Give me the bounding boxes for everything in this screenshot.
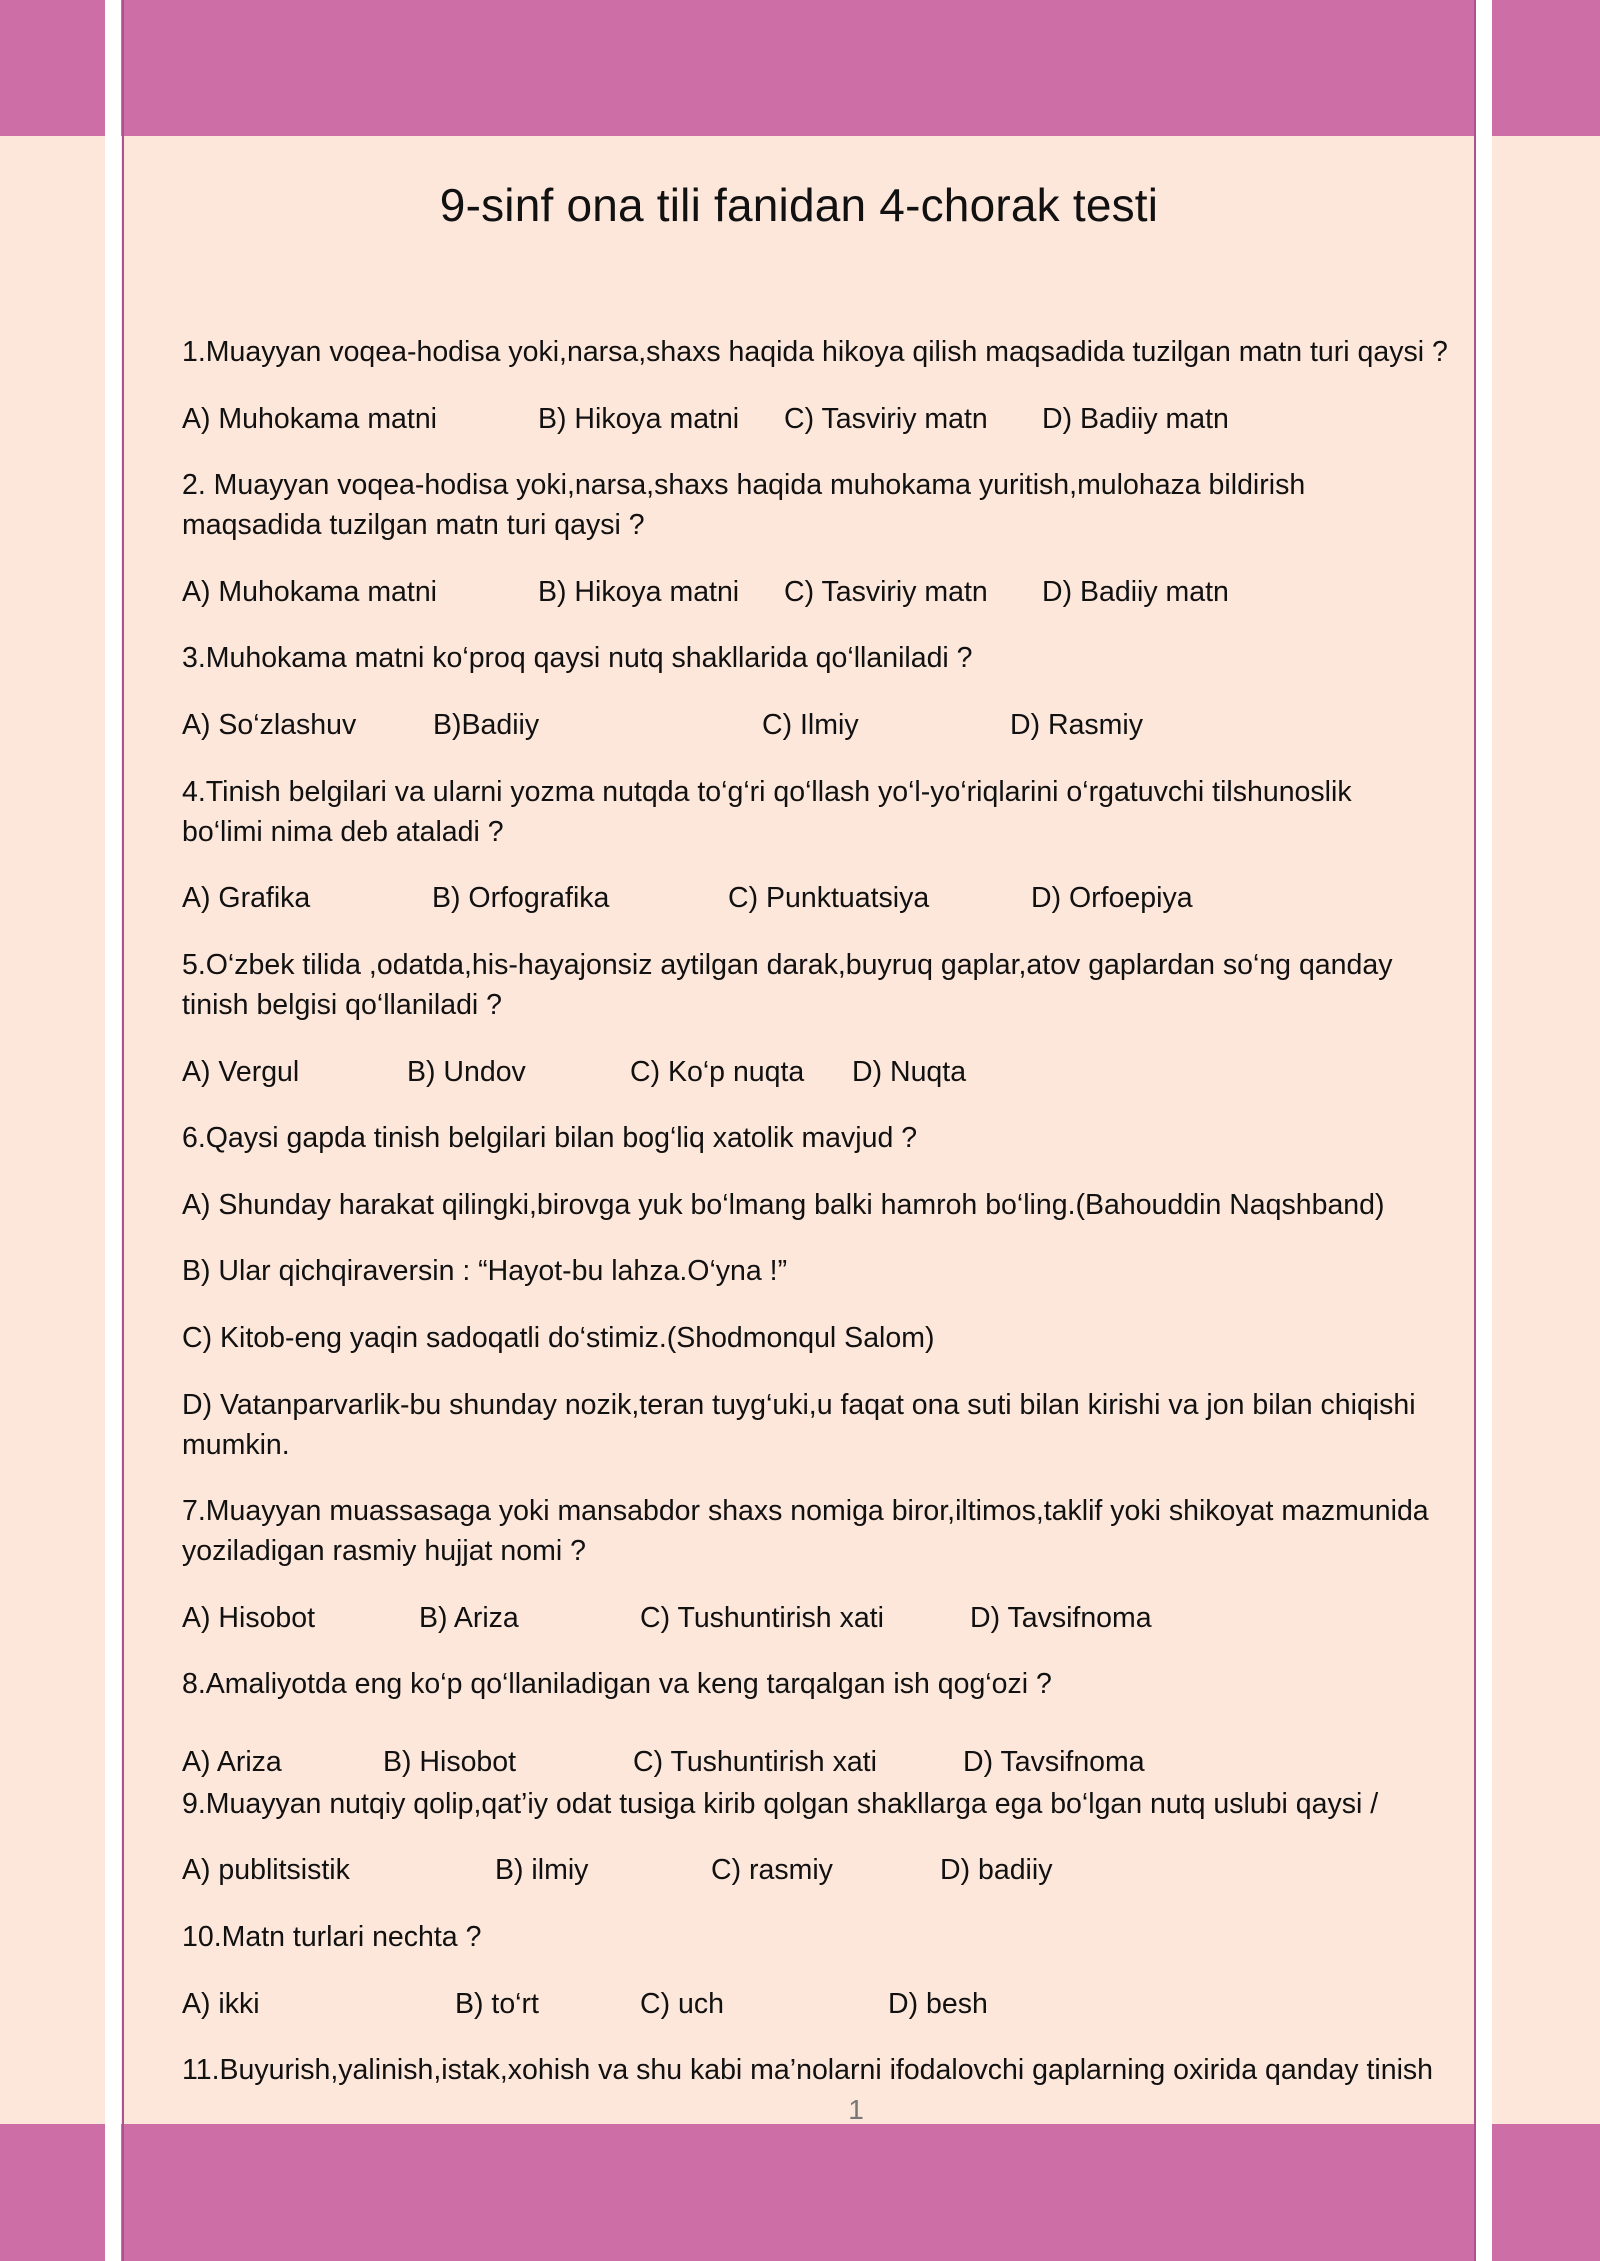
question-4-option-c: C) Punktuatsiya — [728, 882, 930, 914]
question-8-option-a: A) Ariza — [182, 1746, 282, 1778]
question-1-text: 1.Muayyan voqea-hodisa yoki,narsa,shaxs haqida hikoya qilish maqsadida tuzilgan matn turi qaysi ? — [182, 336, 1448, 368]
question-3-option-b: B)Badiiy — [433, 709, 540, 741]
question-3-option-c: C) Ilmiy — [762, 709, 859, 741]
question-7-text-cont: yoziladigan rasmiy hujjat nomi ? — [182, 1535, 586, 1567]
question-2-option-b: B) Hikoya matni — [538, 576, 740, 608]
page-title: 9-sinf ona tili fanidan 4-chorak testi — [439, 179, 1159, 231]
question-4-option-d: D) Orfoepiya — [1031, 882, 1193, 914]
question-7-option-b: B) Ariza — [419, 1602, 519, 1634]
question-6-answer-c: C) Kitob-eng yaqin sadoqatli do‘stimiz.(Shodmonqul Salom) — [182, 1322, 935, 1354]
question-7-option-a: A) Hisobot — [182, 1602, 316, 1634]
question-10-option-a: A) ikki — [182, 1988, 260, 2020]
question-2-option-c: C) Tasviriy matn — [784, 576, 988, 608]
question-9-option-c: C) rasmiy — [711, 1854, 833, 1886]
question-8-option-c: C) Tushuntirish xati — [633, 1746, 877, 1778]
bottom-decorative-band — [0, 2124, 1600, 2261]
question-9-option-a: A) publitsistik — [182, 1854, 350, 1886]
question-4-text: 4.Tinish belgilari va ularni yozma nutqda to‘g‘ri qo‘llash yo‘l-yo‘riqlarini o‘rgatuvchi tilshunoslik — [182, 776, 1352, 808]
question-6-answer-b: B) Ular qichqiraversin : “Hayot-bu lahza.O‘yna !” — [182, 1255, 788, 1287]
question-6-answer-d: D) Vatanparvarlik-bu shunday nozik,teran tuyg‘uki,u faqat ona suti bilan kirishi va jon bilan chiqishi — [182, 1389, 1416, 1421]
question-3-option-d: D) Rasmiy — [1010, 709, 1143, 741]
question-4-option-b: B) Orfografika — [432, 882, 610, 914]
question-6-text: 6.Qaysi gapda tinish belgilari bilan bog‘liq xatolik mavjud ? — [182, 1122, 918, 1154]
question-8-option-b: B) Hisobot — [383, 1746, 517, 1778]
question-9-option-d: D) badiiy — [940, 1854, 1053, 1886]
question-7-option-d: D) Tavsifnoma — [970, 1602, 1152, 1634]
question-9-text: 9.Muayyan nutqiy qolip,qat’iy odat tusiga kirib qolgan shakllarga ega bo‘lgan nutq uslubi qaysi / — [182, 1788, 1379, 1820]
question-1-option-a: A) Muhokama matni — [182, 403, 438, 435]
question-3-option-a: A) So‘zlashuv — [182, 709, 357, 741]
question-6-answer-a: A) Shunday harakat qilingki,birovga yuk bo‘lmang balki hamroh bo‘ling.(Bahouddin Naqshband) — [182, 1189, 1385, 1221]
question-1-option-c: C) Tasviriy matn — [784, 403, 988, 435]
question-3-text: 3.Muhokama matni ko‘proq qaysi nutq shakllarida qo‘llaniladi ? — [182, 642, 973, 674]
question-2-option-a: A) Muhokama matni — [182, 576, 438, 608]
question-7-text: 7.Muayyan muassasaga yoki mansabdor shaxs nomiga biror,iltimos,taklif yoki shikoyat mazmunida — [182, 1495, 1429, 1527]
question-2-option-d: D) Badiiy matn — [1042, 576, 1229, 608]
question-1-option-d: D) Badiiy matn — [1042, 403, 1229, 435]
question-1-option-b: B) Hikoya matni — [538, 403, 740, 435]
question-2-text: 2. Muayyan voqea-hodisa yoki,narsa,shaxs haqida muhokama yuritish,mulohaza bildirish — [182, 469, 1306, 501]
question-10-option-b: B) to‘rt — [455, 1988, 539, 2020]
page-number: 1 — [848, 2094, 864, 2125]
question-5-option-b: B) Undov — [407, 1056, 526, 1088]
question-4-option-a: A) Grafika — [182, 882, 311, 914]
question-8-option-d: D) Tavsifnoma — [963, 1746, 1145, 1778]
question-7-option-c: C) Tushuntirish xati — [640, 1602, 884, 1634]
question-5-option-c: C) Ko‘p nuqta — [630, 1056, 805, 1088]
question-5-text-cont: tinish belgisi qo‘llaniladi ? — [182, 989, 503, 1021]
question-10-option-c: C) uch — [640, 1988, 724, 2020]
question-6-answer-d-cont: mumkin. — [182, 1429, 290, 1461]
question-11-text: 11.Buyurish,yalinish,istak,xohish va shu kabi ma’nolarni ifodalovchi gaplarning oxirida qanday tinish — [182, 2054, 1434, 2086]
question-5-option-a: A) Vergul — [182, 1056, 300, 1088]
question-5-text: 5.O‘zbek tilida ,odatda,his-hayajonsiz aytilgan darak,buyruq gaplar,atov gaplardan so‘ng qanday — [182, 949, 1393, 981]
right-margin-rule — [1476, 0, 1492, 2261]
question-9-option-b: B) ilmiy — [495, 1854, 589, 1886]
question-2-text-cont: maqsadida tuzilgan matn turi qaysi ? — [182, 509, 645, 541]
question-5-option-d: D) Nuqta — [852, 1056, 967, 1088]
question-10-text: 10.Matn turlari nechta ? — [182, 1921, 482, 1953]
question-10-option-d: D) besh — [888, 1988, 988, 2020]
question-8-text: 8.Amaliyotda eng ko‘p qo‘llaniladigan va keng tarqalgan ish qog‘ozi ? — [182, 1668, 1052, 1700]
question-4-text-cont: bo‘limi nima deb ataladi ? — [182, 816, 504, 848]
